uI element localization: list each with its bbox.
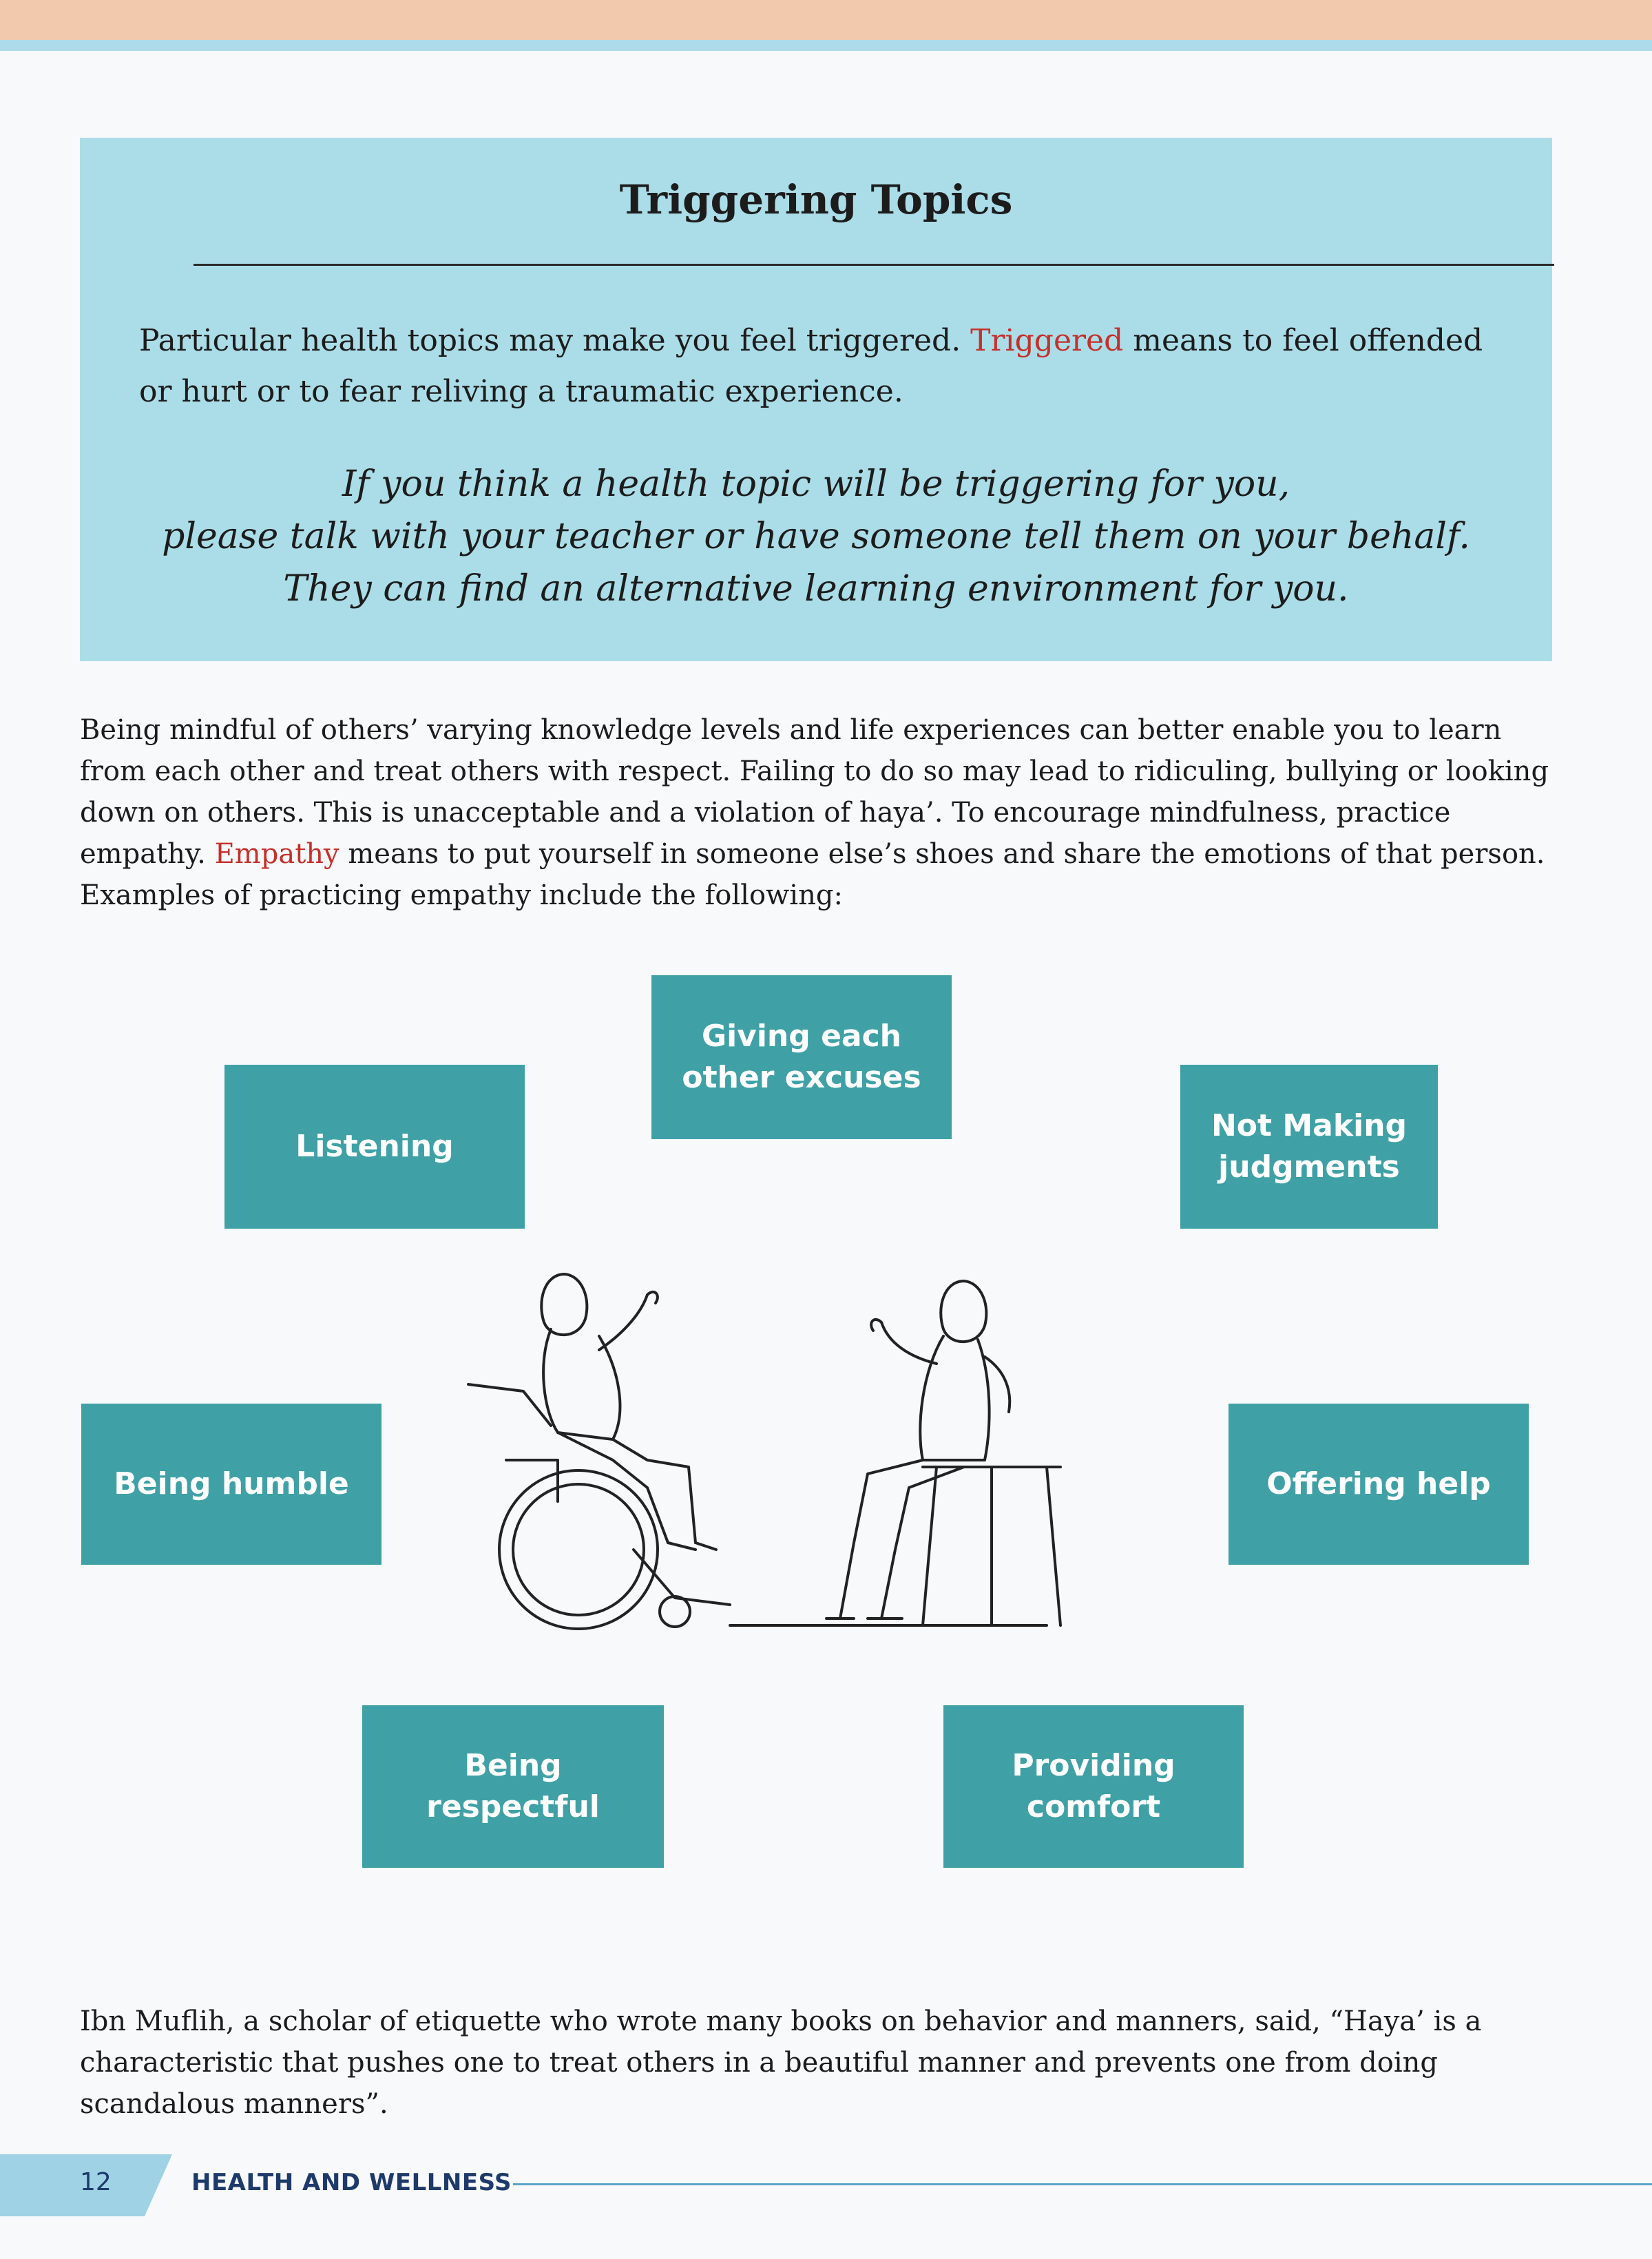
callout-advice <box>80 458 1552 615</box>
box-giving-excuses <box>651 975 952 1139</box>
triggered-term: Triggered <box>970 323 1124 358</box>
box-being-humble <box>81 1404 381 1565</box>
top-color-band <box>0 0 1652 40</box>
box-label: Offering help <box>1266 1466 1491 1501</box>
advice-line: please talk with your teacher or have someone tell them on your behalf. <box>162 516 1470 557</box>
box-label: Being respectful <box>426 1748 600 1824</box>
triggering-topics-callout <box>80 138 1552 661</box>
stool-icon <box>923 1467 1060 1625</box>
wheelchair-icon <box>468 1384 730 1629</box>
empathy-term: Empathy <box>214 838 339 870</box>
triggered-definition <box>139 315 1509 417</box>
box-line: judgments <box>1218 1149 1400 1185</box>
box-line: Giving each <box>701 1019 902 1054</box>
box-line: comfort <box>1026 1789 1161 1824</box>
empathy-text-before: Being mindful of others’ varying knowledge levels and life experiences can better enable you to learn from each other and treat others with respect. Failing to do so may lead to ridiculing, bullying or looking down on others. This is unacceptable and a violation of haya’. To encourage mindfulness, practice empathy. <box>80 714 1549 870</box>
box-being-respectful <box>362 1705 664 1868</box>
empathy-paragraph <box>80 709 1554 916</box>
footer-rule <box>513 2183 1652 2185</box>
box-line: Providing <box>1012 1748 1175 1783</box>
triggered-text-after: means to feel offended or hurt or to fear reliving a traumatic experience. <box>139 323 1483 409</box>
advice-line: If you think a health topic will be triggering for you, <box>342 464 1290 505</box>
empathy-text-after: means to put yourself in someone else’s shoes and share the emotions of that person. Examples of practicing empathy include the following: <box>80 838 1545 911</box>
box-not-making-judgments <box>1180 1065 1438 1229</box>
footer-section-title: HEALTH AND WELLNESS <box>191 2169 512 2196</box>
two-people-talking-illustration <box>441 1253 1129 1639</box>
page-number: 12 <box>80 2168 112 2196</box>
box-listening <box>224 1065 525 1229</box>
advice-line: They can find an alternative learning environment for you. <box>283 568 1349 610</box>
box-label: Being humble <box>114 1466 349 1501</box>
box-line: Not Making <box>1211 1108 1408 1143</box>
triggered-text-before: Particular health topics may make you feel triggered. <box>139 323 971 358</box>
box-label: Listening <box>295 1129 454 1164</box>
top-accent-line <box>0 40 1652 51</box>
box-line: other excuses <box>682 1060 921 1095</box>
title-underline <box>194 264 1554 266</box>
callout-title: Triggering Topics <box>619 176 1013 223</box>
box-providing-comfort <box>943 1705 1244 1868</box>
box-offering-help <box>1228 1404 1529 1565</box>
seated-person-figure <box>826 1281 1010 1618</box>
ibn-muflih-quote: Ibn Muflih, a scholar of etiquette who wrote many books on behavior and manners, said, “Haya’ is a characteristic that pushes one to treat others in a beautiful manner and prevents one from doing scandalous manners”. <box>80 2006 1482 2120</box>
